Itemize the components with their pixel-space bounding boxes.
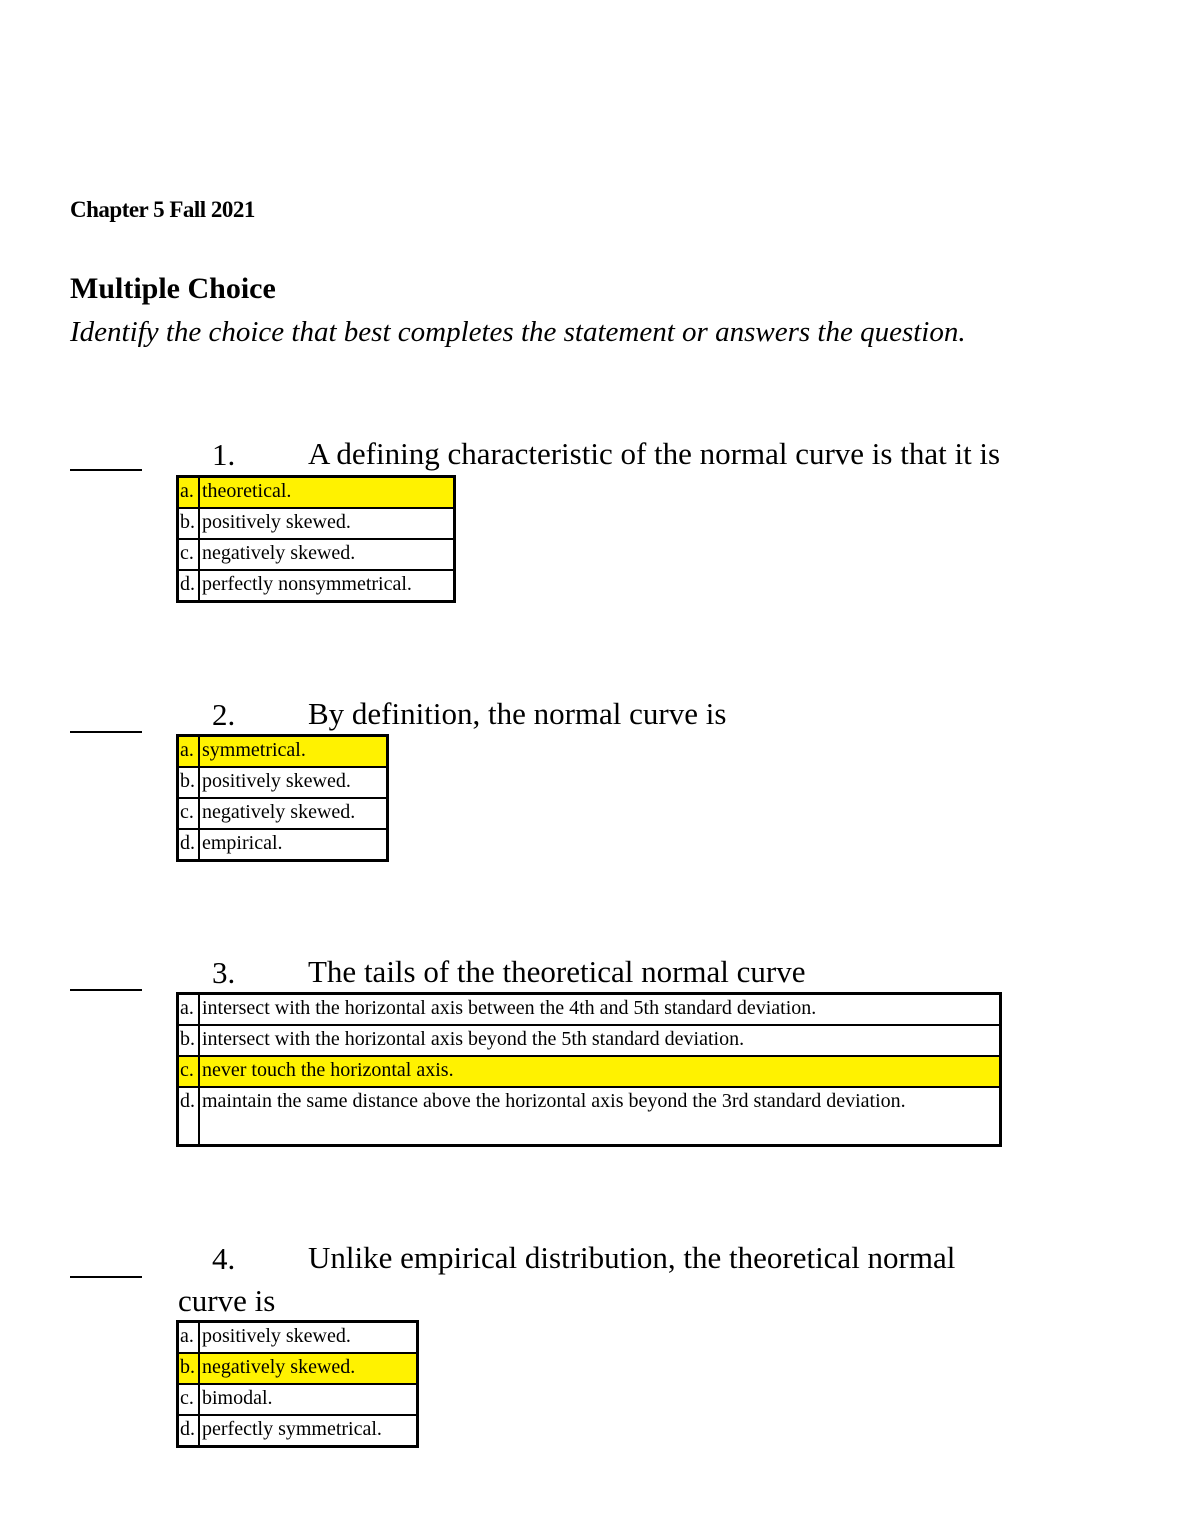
answer-blank-1[interactable] bbox=[70, 469, 142, 471]
question-number: 1. bbox=[212, 437, 236, 472]
question-text: By definition, the normal curve is bbox=[308, 696, 727, 731]
choice-text: intersect with the horizontal axis beyond the 5th standard deviation. bbox=[199, 1025, 1001, 1056]
question-text: The tails of the theoretical normal curve bbox=[308, 954, 806, 989]
question-number: 4. bbox=[212, 1241, 236, 1276]
choice-text: theoretical. bbox=[199, 477, 455, 509]
choice-text: perfectly symmetrical. bbox=[199, 1415, 418, 1447]
choice-letter: a. bbox=[178, 736, 200, 768]
choice-row[interactable] bbox=[178, 1025, 1001, 1056]
choices-table bbox=[176, 1320, 419, 1448]
choice-text: never touch the horizontal axis. bbox=[199, 1056, 1001, 1087]
question-number: 2. bbox=[212, 697, 236, 732]
choice-row[interactable] bbox=[178, 508, 455, 539]
choice-letter: b. bbox=[178, 1353, 200, 1384]
choice-text: positively skewed. bbox=[199, 508, 455, 539]
answer-blank-2[interactable] bbox=[70, 731, 142, 733]
choice-text: empirical. bbox=[199, 829, 388, 861]
choice-text: perfectly nonsymmetrical. bbox=[199, 570, 455, 602]
choice-text: negatively skewed. bbox=[199, 1353, 418, 1384]
question-text: Unlike empirical distribution, the theoretical normal bbox=[308, 1240, 956, 1275]
choice-row[interactable] bbox=[178, 1353, 418, 1384]
choice-row[interactable] bbox=[178, 1384, 418, 1415]
choice-letter: d. bbox=[178, 1087, 200, 1146]
choice-letter: b. bbox=[178, 767, 200, 798]
choice-letter: c. bbox=[178, 798, 200, 829]
question-number: 3. bbox=[212, 955, 236, 990]
choice-letter: d. bbox=[178, 829, 200, 861]
choice-row[interactable] bbox=[178, 829, 388, 861]
choice-letter: c. bbox=[178, 1056, 200, 1087]
choice-row[interactable] bbox=[178, 1056, 1001, 1087]
choice-letter: b. bbox=[178, 508, 200, 539]
choices-table bbox=[176, 734, 389, 862]
choices-table bbox=[176, 992, 1002, 1147]
choice-letter: d. bbox=[178, 1415, 200, 1447]
choice-row[interactable] bbox=[178, 1087, 1001, 1146]
choice-row[interactable] bbox=[178, 1415, 418, 1447]
choice-row[interactable] bbox=[178, 767, 388, 798]
choice-letter: a. bbox=[178, 477, 200, 509]
choice-letter: d. bbox=[178, 570, 200, 602]
choice-letter: a. bbox=[178, 1322, 200, 1354]
choice-letter: b. bbox=[178, 1025, 200, 1056]
choice-row[interactable] bbox=[178, 477, 455, 509]
choice-row[interactable] bbox=[178, 570, 455, 602]
question-text: A defining characteristic of the normal curve is that it is bbox=[308, 436, 1001, 471]
choice-letter: c. bbox=[178, 539, 200, 570]
choice-text: symmetrical. bbox=[199, 736, 388, 768]
answer-blank-3[interactable] bbox=[70, 989, 142, 991]
choice-text: positively skewed. bbox=[199, 1322, 418, 1354]
choice-row[interactable] bbox=[178, 1322, 418, 1354]
choice-text: intersect with the horizontal axis between the 4th and 5th standard deviation. bbox=[199, 994, 1001, 1026]
choice-text: negatively skewed. bbox=[199, 539, 455, 570]
choice-row[interactable] bbox=[178, 798, 388, 829]
choice-row[interactable] bbox=[178, 539, 455, 570]
answer-blank-4[interactable] bbox=[70, 1276, 142, 1278]
choice-text: positively skewed. bbox=[199, 767, 388, 798]
choice-text: maintain the same distance above the horizontal axis beyond the 3rd standard deviation. bbox=[199, 1087, 1001, 1146]
choices-table bbox=[176, 475, 456, 603]
question-text-continued: curve is bbox=[178, 1283, 276, 1318]
choice-row[interactable] bbox=[178, 736, 388, 768]
instructions: Identify the choice that best completes the statement or answers the question. bbox=[70, 316, 966, 348]
section-title: Multiple Choice bbox=[70, 272, 276, 305]
chapter-title: Chapter 5 Fall 2021 bbox=[70, 197, 255, 222]
choice-text: negatively skewed. bbox=[199, 798, 388, 829]
choice-row[interactable] bbox=[178, 994, 1001, 1026]
choice-text: bimodal. bbox=[199, 1384, 418, 1415]
choice-letter: c. bbox=[178, 1384, 200, 1415]
choice-letter: a. bbox=[178, 994, 200, 1026]
